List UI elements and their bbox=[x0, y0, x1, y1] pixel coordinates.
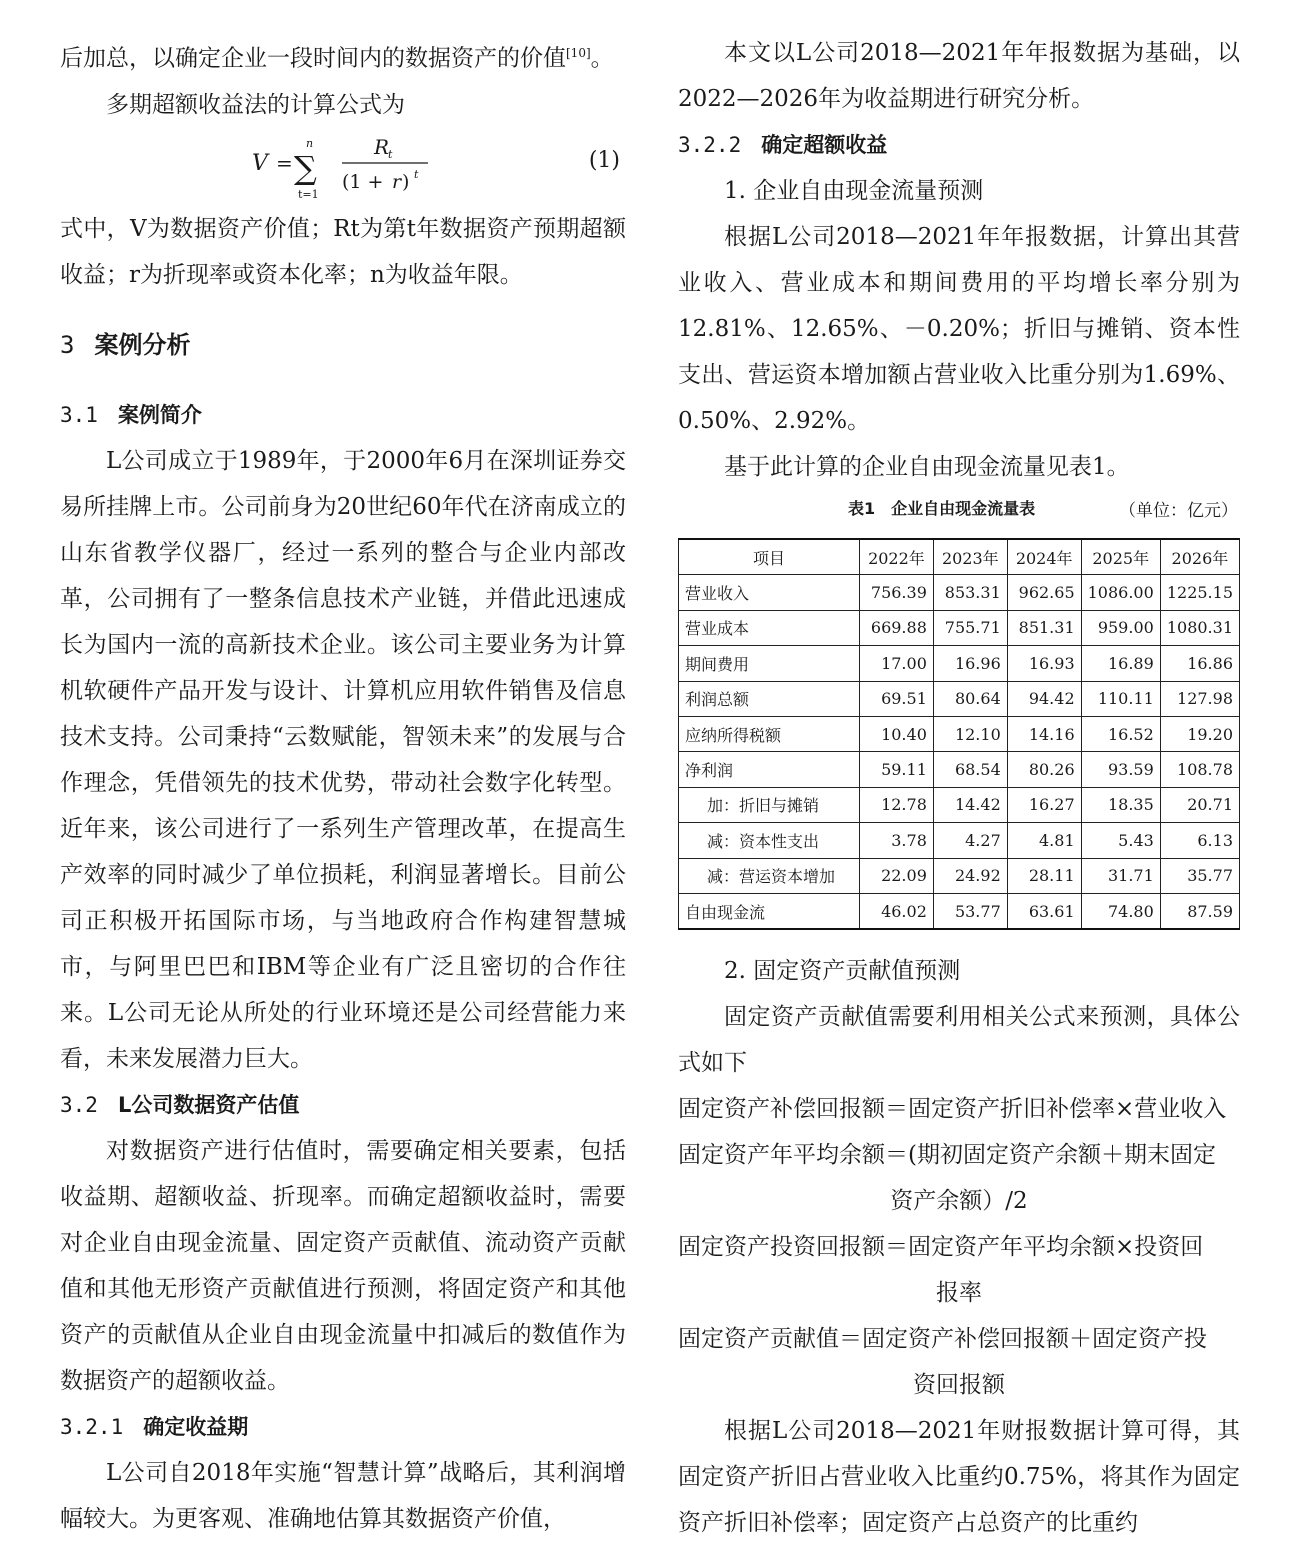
table-caption bbox=[678, 490, 1240, 530]
table-cell: 14.16 bbox=[1007, 716, 1081, 751]
table-row bbox=[679, 787, 1240, 822]
table-cell: 93.59 bbox=[1081, 752, 1160, 787]
svg-text:∑: ∑ bbox=[294, 148, 317, 187]
subsection-heading bbox=[60, 1082, 626, 1128]
column-header: 2024年 bbox=[1007, 539, 1081, 575]
formula-expression bbox=[250, 130, 500, 204]
table-cell: 28.11 bbox=[1007, 858, 1081, 893]
table-cell: 17.00 bbox=[860, 646, 934, 681]
equation: 固定资产贡献值＝固定资产补偿回报额＋固定资产投 bbox=[678, 1326, 1207, 1353]
svg-text:t: t bbox=[388, 147, 393, 161]
paragraph: 根据L公司2018—2021年年报数据，计算出其营业收入、营业成本和期间费用的平均增长率分别为12.81%、12.65%、－0.20%；折旧与摊销、资本性支出、营运资本增加额占营业收入比重分别为1.69%、0.50%、2.92%。 bbox=[678, 224, 1240, 434]
table-unit: （单位：亿元） bbox=[1119, 501, 1238, 521]
svg-text:): ) bbox=[402, 170, 410, 193]
table-cell: 10.40 bbox=[860, 716, 934, 751]
table-body bbox=[679, 575, 1240, 929]
table-cell: 3.78 bbox=[860, 823, 934, 858]
table-cell: 755.71 bbox=[933, 610, 1007, 645]
table-row bbox=[679, 893, 1240, 929]
paragraph: 固定资产贡献值需要利用相关公式来预测，具体公式如下 bbox=[678, 1004, 1240, 1077]
table-cell: 4.27 bbox=[933, 823, 1007, 858]
table-cell: 110.11 bbox=[1081, 681, 1160, 716]
svg-text:=: = bbox=[276, 150, 293, 175]
table-cell: 12.78 bbox=[860, 787, 934, 822]
table-header-row bbox=[679, 539, 1240, 575]
table-cell: 16.27 bbox=[1007, 787, 1081, 822]
equation: 固定资产补偿回报额＝固定资产折旧补偿率×营业收入 bbox=[678, 1096, 1227, 1123]
svg-text:n: n bbox=[306, 136, 314, 150]
subsection-heading bbox=[60, 392, 626, 438]
formula bbox=[60, 130, 626, 204]
section-number: 3.2.2 bbox=[678, 133, 742, 157]
column-header: 2026年 bbox=[1160, 539, 1239, 575]
paragraph: 式中，V为数据资产价值；Rt为第t年数据资产预期超额收益；r为折现率或资本化率；n为收益年限。 bbox=[60, 215, 626, 288]
paragraph: L公司自2018年实施“智慧计算”战略后，其利润增幅较大。为更客观、准确地估算其数据资产价值， bbox=[60, 1459, 626, 1532]
table-cell: 1080.31 bbox=[1160, 610, 1239, 645]
list-item-heading: 2. 固定资产贡献值预测 bbox=[724, 958, 961, 985]
table-cell: 20.71 bbox=[1160, 787, 1239, 822]
left-column bbox=[60, 30, 626, 1542]
table-cell: 16.52 bbox=[1081, 716, 1160, 751]
table-cell: 959.00 bbox=[1081, 610, 1160, 645]
table-row bbox=[679, 858, 1240, 893]
row-label: 利润总额 bbox=[679, 681, 860, 716]
column-header: 2025年 bbox=[1081, 539, 1160, 575]
table-cell: 31.71 bbox=[1081, 858, 1160, 893]
table-row bbox=[679, 610, 1240, 645]
table-cell: 68.54 bbox=[933, 752, 1007, 787]
table-cell: 16.86 bbox=[1160, 646, 1239, 681]
table-cell: 1086.00 bbox=[1081, 575, 1160, 610]
row-label: 营业收入 bbox=[679, 575, 860, 610]
table-cell: 22.09 bbox=[860, 858, 934, 893]
table-row bbox=[679, 646, 1240, 681]
table-cell: 46.02 bbox=[860, 893, 934, 929]
table-cell: 59.11 bbox=[860, 752, 934, 787]
row-label: 净利润 bbox=[679, 752, 860, 787]
formula-number: (1) bbox=[588, 147, 620, 173]
section-title: 案例简介 bbox=[117, 402, 202, 427]
table-cell: 69.51 bbox=[860, 681, 934, 716]
table-row bbox=[679, 575, 1240, 610]
table-cell: 853.31 bbox=[933, 575, 1007, 610]
equation-continuation: 资产余额）/2 bbox=[890, 1188, 1028, 1215]
table-cell: 127.98 bbox=[1160, 681, 1239, 716]
table-row bbox=[679, 823, 1240, 858]
table-cell: 669.88 bbox=[860, 610, 934, 645]
table-row bbox=[679, 752, 1240, 787]
table-cell: 6.13 bbox=[1160, 823, 1239, 858]
paragraph: 本文以L公司2018—2021年年报数据为基础，以2022—2026年为收益期进行研究分析。 bbox=[678, 40, 1240, 112]
column-header: 2022年 bbox=[860, 539, 934, 575]
right-column bbox=[678, 30, 1240, 1546]
table-row bbox=[679, 681, 1240, 716]
table-title: 表1 企业自由现金流量表 bbox=[848, 499, 1036, 518]
row-label: 期间费用 bbox=[679, 646, 860, 681]
equation-continuation: 资回报额 bbox=[913, 1372, 1005, 1399]
equation: 固定资产年平均余额＝(期初固定资产余额＋期末固定 bbox=[678, 1142, 1216, 1169]
table-cell: 962.65 bbox=[1007, 575, 1081, 610]
column-header: 项目 bbox=[679, 539, 860, 575]
section-number: 3 bbox=[60, 330, 75, 359]
table-cell: 80.26 bbox=[1007, 752, 1081, 787]
table-cell: 4.81 bbox=[1007, 823, 1081, 858]
section-title: 案例分析 bbox=[94, 330, 191, 359]
paragraph-text: 。 bbox=[590, 45, 614, 72]
table-cell: 87.59 bbox=[1160, 893, 1239, 929]
table-cell: 851.31 bbox=[1007, 610, 1081, 645]
table-cell: 5.43 bbox=[1081, 823, 1160, 858]
svg-text:t=1: t=1 bbox=[298, 187, 319, 201]
paragraph: 对数据资产进行估值时，需要确定相关要素，包括收益期、超额收益、折现率。而确定超额收益时，需要对企业自由现金流量、固定资产贡献值、流动资产贡献值和其他无形资产贡献值进行预测，将固定资产和其他资产的贡献值从企业自由现金流量中扣减后的数值作为数据资产的超额收益。 bbox=[60, 1137, 626, 1394]
table-row bbox=[679, 716, 1240, 751]
equation: 固定资产投资回报额＝固定资产年平均余额×投资回 bbox=[678, 1234, 1204, 1261]
table-cell: 35.77 bbox=[1160, 858, 1239, 893]
table-cell: 80.64 bbox=[933, 681, 1007, 716]
table-cell: 24.92 bbox=[933, 858, 1007, 893]
row-label: 加：折旧与摊销 bbox=[679, 787, 860, 822]
table-cell: 16.96 bbox=[933, 646, 1007, 681]
svg-text:t: t bbox=[414, 167, 419, 181]
section-number: 3.1 bbox=[60, 402, 98, 427]
table-cell: 18.35 bbox=[1081, 787, 1160, 822]
svg-text:V: V bbox=[252, 150, 268, 176]
svg-text:R: R bbox=[374, 134, 390, 159]
table-cell: 53.77 bbox=[933, 893, 1007, 929]
paragraph bbox=[60, 30, 626, 82]
column-header: 2023年 bbox=[933, 539, 1007, 575]
svg-text:r: r bbox=[392, 170, 402, 193]
cash-flow-table bbox=[678, 538, 1240, 930]
svg-text:(1 +: (1 + bbox=[342, 170, 384, 193]
paragraph: 根据L公司2018—2021年财报数据计算可得，其固定资产折旧占营业收入比重约0.75%，将其作为固定资产折旧补偿率；固定资产占总资产的比重约 bbox=[678, 1418, 1240, 1537]
row-label: 应纳所得税额 bbox=[679, 716, 860, 751]
table-cell: 16.93 bbox=[1007, 646, 1081, 681]
section-heading bbox=[60, 322, 626, 368]
section-title: 确定收益期 bbox=[143, 1414, 249, 1439]
list-item-heading: 1. 企业自由现金流量预测 bbox=[724, 178, 984, 204]
table-cell: 14.42 bbox=[933, 787, 1007, 822]
table-cell: 74.80 bbox=[1081, 893, 1160, 929]
equation-continuation: 报率 bbox=[936, 1280, 982, 1307]
paragraph-text: 后加总，以确定企业一段时间内的数据资产的价值 bbox=[60, 45, 566, 72]
table-cell: 108.78 bbox=[1160, 752, 1239, 787]
table-cell: 94.42 bbox=[1007, 681, 1081, 716]
paragraph: 基于此计算的企业自由现金流量见表1。 bbox=[724, 454, 1130, 480]
table-cell: 63.61 bbox=[1007, 893, 1081, 929]
table-cell: 756.39 bbox=[860, 575, 934, 610]
table-cell: 1225.15 bbox=[1160, 575, 1239, 610]
citation-ref[interactable]: [10] bbox=[566, 46, 591, 60]
paragraph: 多期超额收益法的计算公式为 bbox=[106, 91, 405, 118]
row-label: 减：资本性支出 bbox=[679, 823, 860, 858]
section-number: 3.2.1 bbox=[60, 1414, 124, 1439]
row-label: 营业成本 bbox=[679, 610, 860, 645]
subsection-heading bbox=[678, 122, 1240, 168]
paragraph: L公司成立于1989年，于2000年6月在深圳证券交易所挂牌上市。公司前身为20世纪60年代在济南成立的山东省教学仪器厂，经过一系列的整合与企业内部改革，公司拥有了一整条信息技术产业链，并借此迅速成长为国内一流的高新技术企业。该公司主要业务为计算机软硬件产品开发与设计、计算机应用软件销售及信息技术支持。公司秉持“云数赋能，智领未来”的发展与合作理念，凭借领先的技术优势，带动社会数字化转型。近年来，该公司进行了一系列生产管理改革，在提高生产效率的同时减少了单位损耗，利润显著增长。目前公司正积极开拓国际市场，与当地政府合作构建智慧城市，与阿里巴巴和IBM等企业有广泛且密切的合作往来。L公司无论从所处的行业环境还是公司经营能力来看，未来发展潜力巨大。 bbox=[60, 447, 626, 1072]
row-label: 自由现金流 bbox=[679, 893, 860, 929]
section-number: 3.2 bbox=[60, 1092, 98, 1117]
subsection-heading bbox=[60, 1404, 626, 1450]
row-label: 减：营运资本增加 bbox=[679, 858, 860, 893]
table-cell: 16.89 bbox=[1081, 646, 1160, 681]
section-title: L公司数据资产估值 bbox=[117, 1092, 300, 1117]
table-cell: 19.20 bbox=[1160, 716, 1239, 751]
section-title: 确定超额收益 bbox=[761, 133, 888, 157]
table-cell: 12.10 bbox=[933, 716, 1007, 751]
